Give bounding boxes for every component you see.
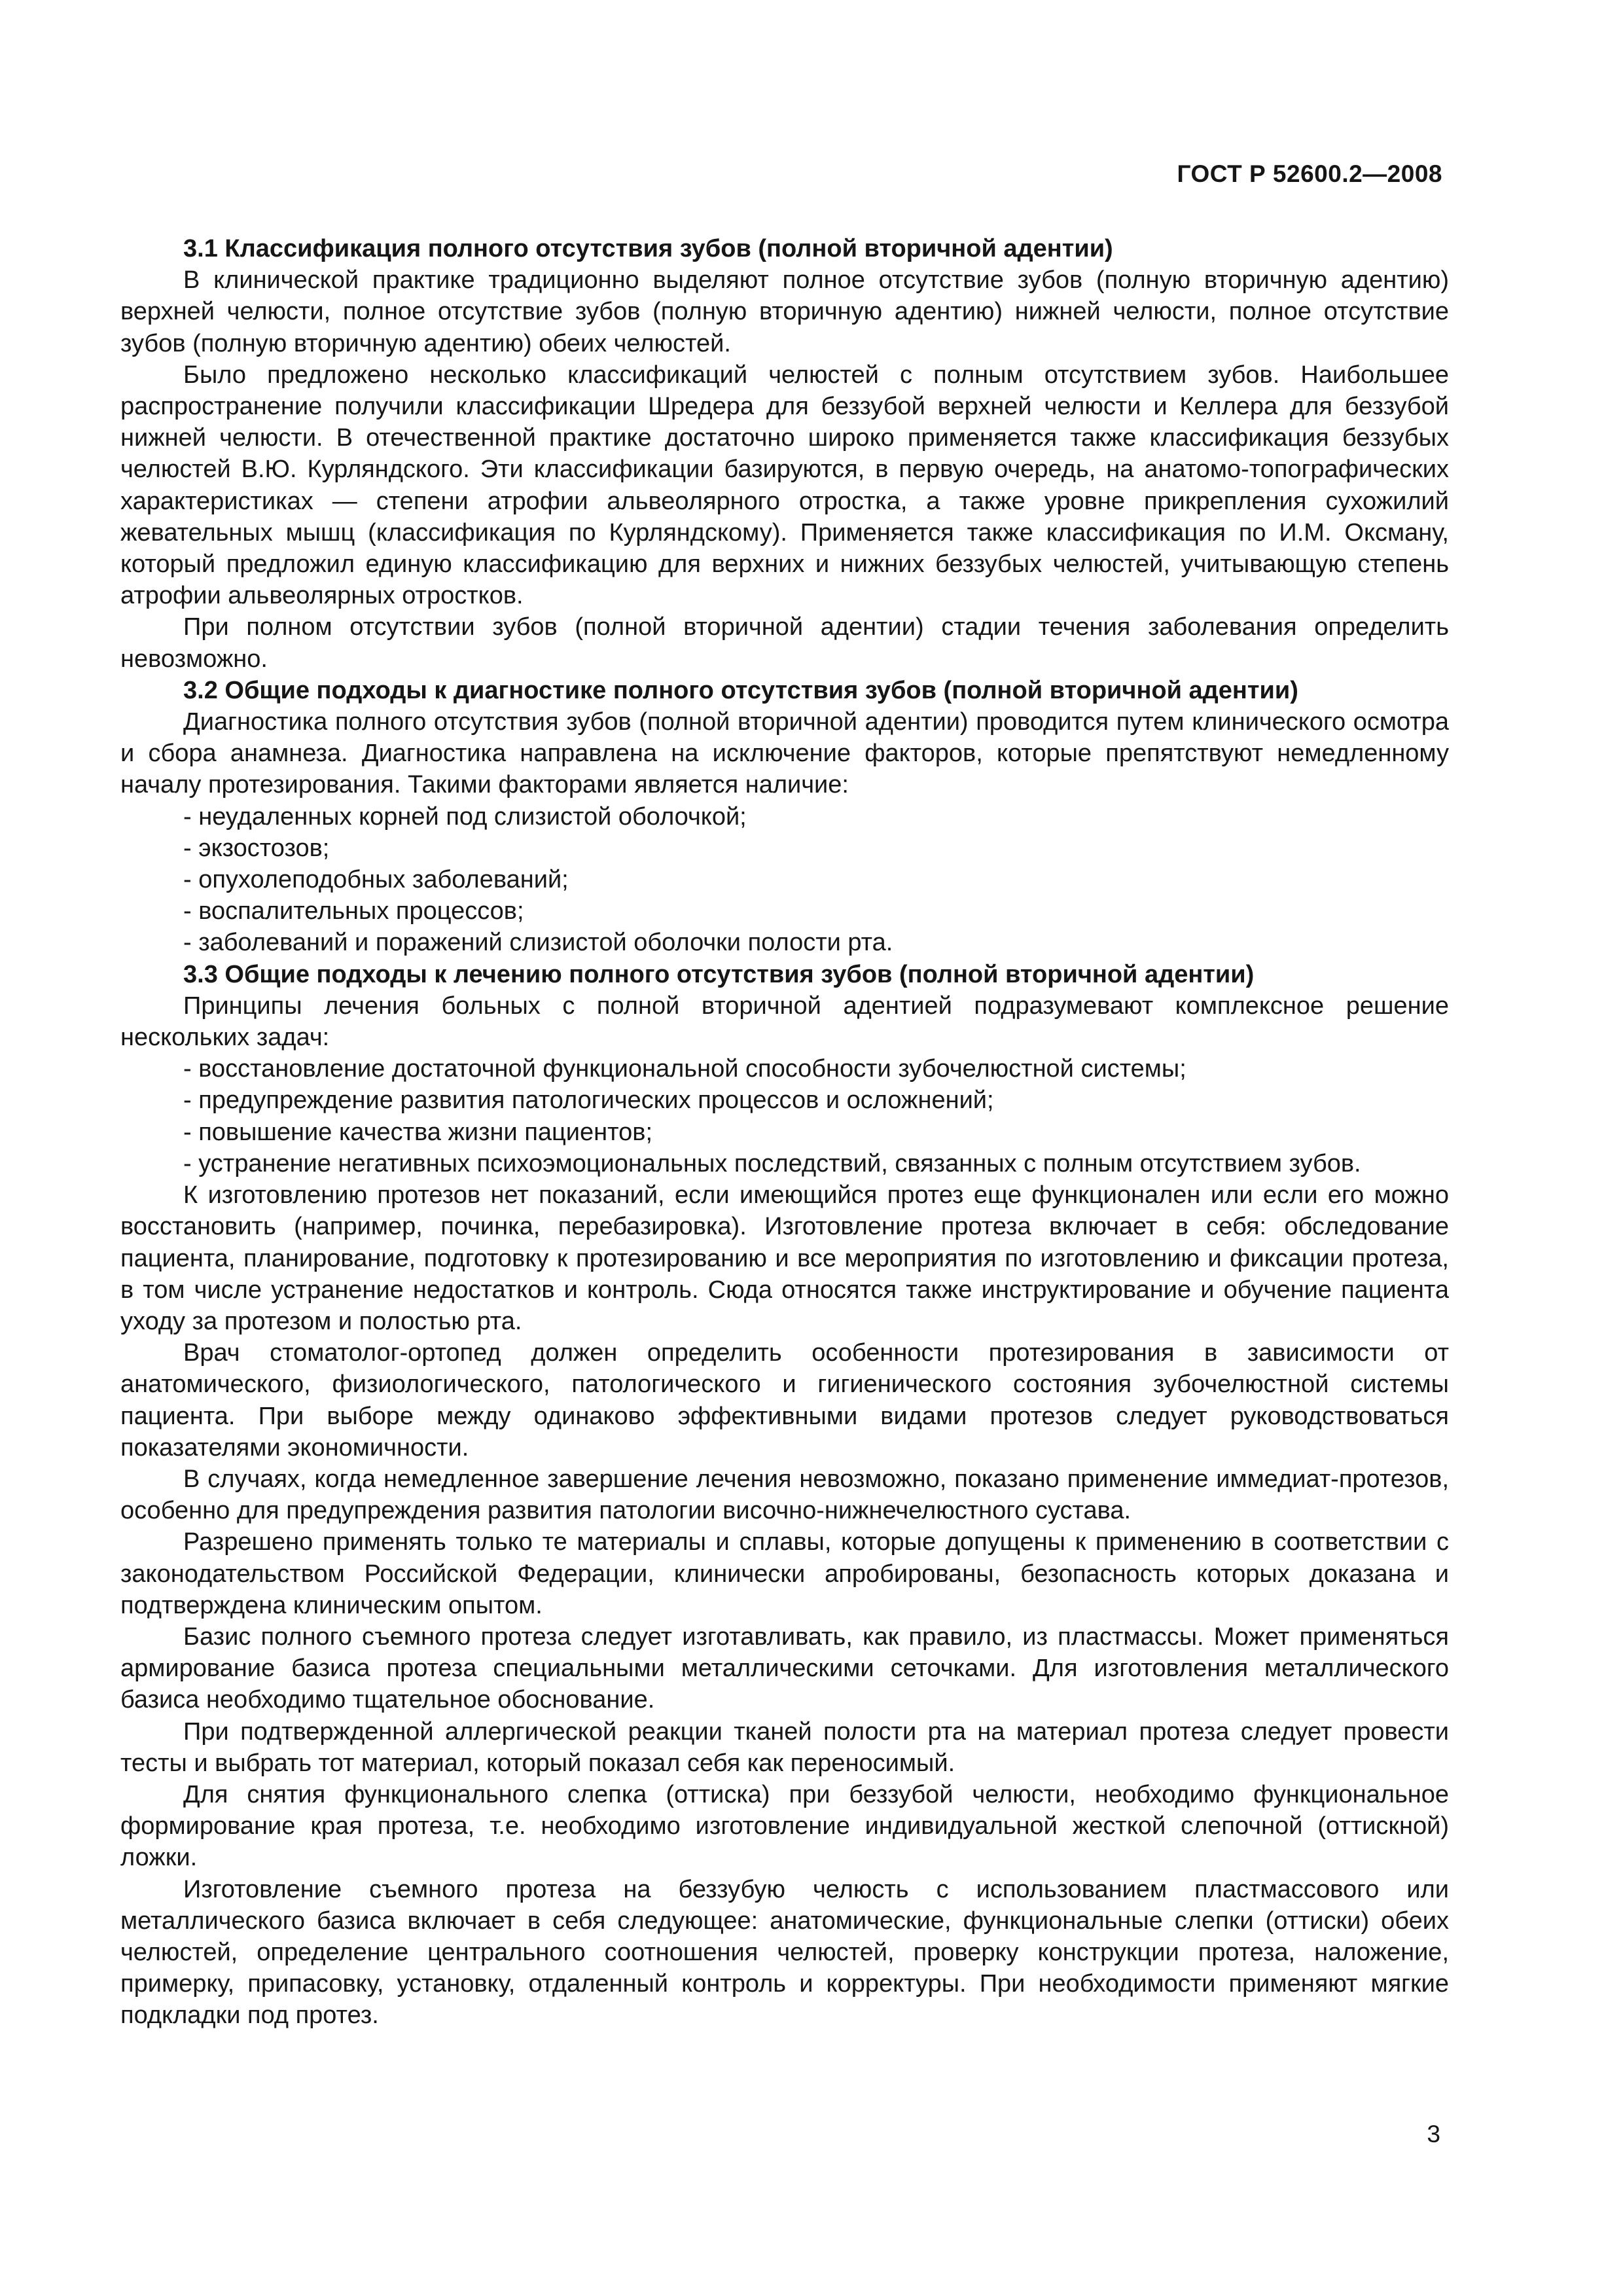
section-heading-3-2: 3.2 Общие подходы к диагностике полного отсутствия зубов (полной вторичной адентии) (183, 676, 1298, 704)
paragraph: В случаях, когда немедленное завершение лечения невозможно, показано применение иммедиат-протезов, особенно для предупреждения развития патологии височно-нижнечелюстного сустава. (120, 1465, 1449, 1525)
paragraph: Базис полного съемного протеза следует изготавливать, как правило, из пластмассы. Может применяться армирование базиса протеза специальными металлическими сеточками. Для изготовления металлического базиса необходимо тщательное обоснование. (120, 1623, 1449, 1714)
paragraph: Разрешено применять только те материалы и сплавы, которые допущены к применению в соответствии с законодательством Российской Федерации, клинически апробированы, безопасность которых доказана и подтверждена клиническим опытом. (120, 1528, 1449, 1619)
section-heading-3-3: 3.3 Общие подходы к лечению полного отсутствия зубов (полной вторичной адентии) (183, 960, 1255, 988)
section-heading-3-1: 3.1 Классификация полного отсутствия зубов (полной вторичной адентии) (183, 235, 1113, 262)
paragraph: Для снятия функционального слепка (оттиска) при беззубой челюсти, необходимо функциональное формирование края протеза, т.е. необходимо изготовление индивидуальной жесткой слепочной (оттискной) ложки. (120, 1780, 1449, 1872)
list-item: - неудаленных корней под слизистой оболочкой; (183, 802, 747, 831)
paragraph: К изготовлению протезов нет показаний, если имеющийся протез еще функционален или если его можно восстановить (например, починка, перебазировка). Изготовление протеза включает в себя: обследование пациента, планирование, подготовку к протезированию и все мероприятия по изготовлению и фиксации протеза, в том числе устранение недостатков и контроль. Сюда относятся также инструктирование и обучение пациента уходу за протезом и полостью рта. (120, 1181, 1449, 1335)
paragraph: Было предложено несколько классификаций челюстей с полным отсутствием зубов. Наибольшее распространение получили классификации Шредера для беззубой верхней челюсти и Келлера для беззубой нижней челюсти. В отечественной практике достаточно широко применяется также классификация беззубых челюстей В.Ю. Курляндского. Эти классификации базируются, в первую очередь, на анатомо-топографических характеристиках — степени атрофии альвеолярного отростка, а также уровне прикрепления сухожилий жевательных мышц (классификация по Курляндскому). Применяется также классификация по И.М. Оксману, который предложил единую классификацию для верхних и нижних беззубых челюстей, учитывающую степень атрофии альвеолярных отростков. (120, 361, 1449, 610)
paragraph: Изготовление съемного протеза на беззубую челюсть с использованием пластмассового или металлического базиса включает в себя следующее: анатомические, функциональные слепки (оттиски) обеих челюстей, определение центрального соотношения челюстей, проверку конструкции протеза, наложение, примерку, припасовку, установку, отдаленный контроль и корректуры. При необходимости применяют мягкие подкладки под протез. (120, 1875, 1449, 2030)
list-item: - заболеваний и поражений слизистой оболочки полости рта. (183, 929, 893, 957)
paragraph: Диагностика полного отсутствия зубов (полной вторичной адентии) проводится путем клинического осмотра и сбора анамнеза. Диагностика направлена на исключение факторов, которые препятствуют немедленному началу протезирования. Такими факторами является наличие: (120, 708, 1449, 799)
paragraph: При подтвержденной аллергической реакции тканей полости рта на материал протеза следует провести тесты и выбрать тот материал, который показал себя как переносимый. (120, 1717, 1449, 1777)
paragraph: Врач стоматолог-ортопед должен определить особенности протезирования в зависимости от анатомического, физиологического, патологического и гигиенического состояния зубочелюстной системы пациента. При выборе между одинаково эффективными видами протезов следует руководствоваться показателями экономичности. (120, 1339, 1449, 1462)
list-item: - предупреждение развития патологических процессов и осложнений; (183, 1086, 994, 1115)
document-body (120, 233, 1449, 2032)
list-item: - восстановление достаточной функциональной способности зубочелюстной системы; (183, 1055, 1186, 1083)
page-number: 3 (1427, 2121, 1440, 2147)
paragraph: При полном отсутствии зубов (полной вторичной адентии) стадии течения заболевания определить невозможно. (120, 613, 1449, 673)
list-item: - воспалительных процессов; (183, 897, 524, 925)
list-item: - повышение качества жизни пациентов; (183, 1118, 653, 1146)
list-item: - устранение негативных психоэмоциональных последствий, связанных с полным отсутствием зубов. (183, 1149, 1361, 1177)
paragraph: В клинической практике традиционно выделяют полное отсутствие зубов (полную вторичную адентию) верхней челюсти, полное отсутствие зубов (полную вторичную адентию) нижней челюсти, полное отсутствие зубов (полную вторичную адентию) обеих челюстей. (120, 266, 1449, 357)
list-item: - экзостозов; (183, 834, 330, 862)
document-code: ГОСТ Р 52600.2—2008 (1177, 160, 1442, 187)
paragraph: Принципы лечения больных с полной вторичной адентией подразумевают комплексное решение нескольких задач: (120, 992, 1449, 1052)
list-item: - опухолеподобных заболеваний; (183, 866, 569, 894)
